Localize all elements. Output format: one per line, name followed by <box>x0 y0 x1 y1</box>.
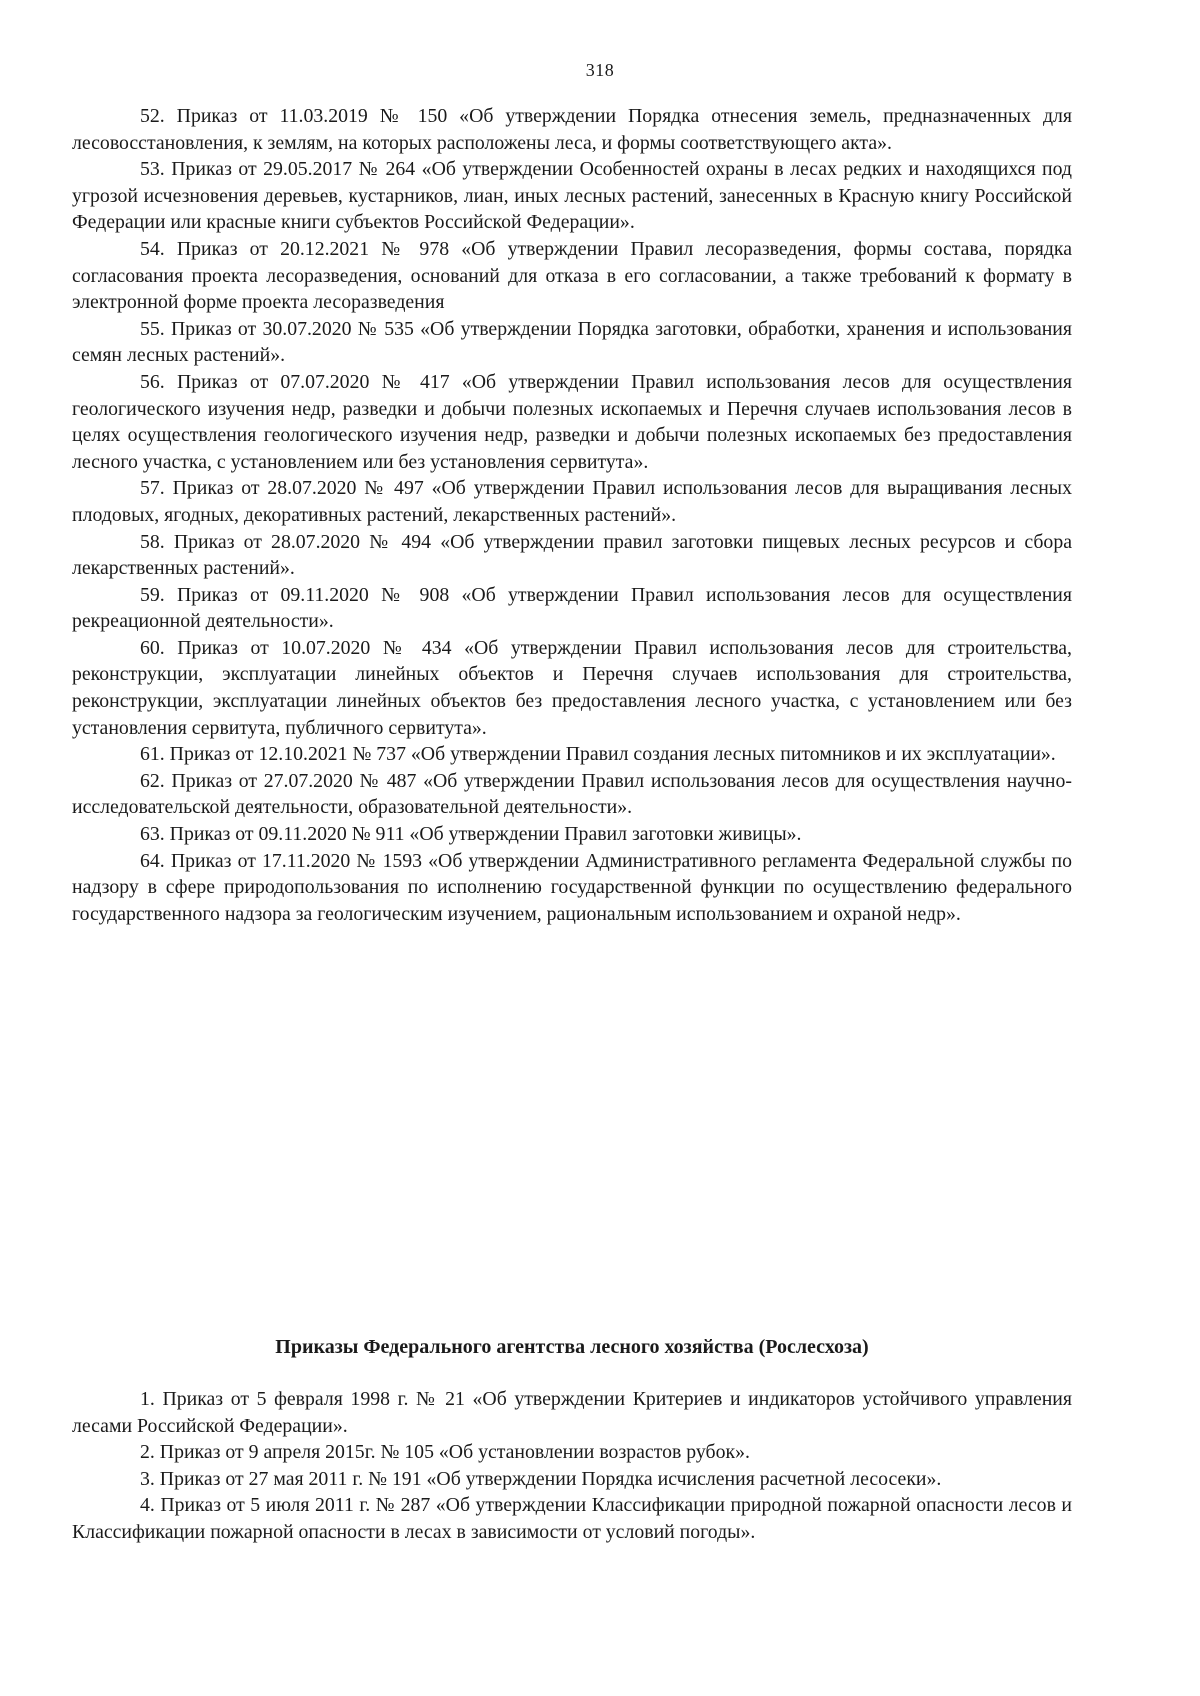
list-item-60: 60. Приказ от 10.07.2020 № 434 «Об утверждении Правил использования лесов для строительства, реконструкции, эксплуатации линейных объектов и Перечня случаев использования для строительства, реконструкции, эксплуатации линейных объектов без предоставления лесного участка, с установлением или без установления сервитута, публичного сервитута». <box>72 636 1072 739</box>
list-item-2: 2. Приказ от 9 апреля 2015г. № 105 «Об установлении возрастов рубок». <box>140 1441 750 1464</box>
list-item-52: 52. Приказ от 11.03.2019 № 150 «Об утверждении Порядка отнесения земель, предназначенных для лесовосстановления, к землям, на которых расположены леса, и формы соответствующего акта». <box>72 105 1072 154</box>
list-item-53: 53. Приказ от 29.05.2017 № 264 «Об утверждении Особенностей охраны в лесах редких и находящихся под угрозой исчезновения деревьев, кустарников, лиан, иных лесных растений, занесенных в Красную книгу Российской Федерации или красные книги субъектов Российской Федерации». <box>72 158 1072 234</box>
list-item-57: 57. Приказ от 28.07.2020 № 497 «Об утверждении Правил использования лесов для выращивания лесных плодовых, ягодных, декоративных растений, лекарственных растений». <box>72 477 1072 526</box>
list-item-54: 54. Приказ от 20.12.2021 № 978 «Об утверждении Правил лесоразведения, формы состава, порядка согласования проекта лесоразведения, оснований для отказа в его согласовании, а также требований к формату в электронной форме проекта лесоразведения <box>72 237 1072 314</box>
list-item-1: 1. Приказ от 5 февраля 1998 г. № 21 «Об утверждении Критериев и индикаторов устойчивого управления лесами Российской Федерации». <box>72 1388 1072 1437</box>
page-number: 318 <box>585 60 615 80</box>
list-item-63: 63. Приказ от 09.11.2020 № 911 «Об утверждении Правил заготовки живицы». <box>140 823 802 846</box>
section-heading-rosleskhoz: Приказы Федерального агентства лесного хозяйства (Рослесхоза) <box>275 1336 869 1358</box>
list-item-62: 62. Приказ от 27.07.2020 № 487 «Об утверждении Правил использования лесов для осуществления научно-исследовательской деятельности, образовательной деятельности». <box>72 769 1072 819</box>
orders-list-ministry <box>72 103 1072 927</box>
list-item-55: 55. Приказ от 30.07.2020 № 535 «Об утверждении Порядка заготовки, обработки, хранения и использования семян лесных растений». <box>72 317 1072 367</box>
orders-list-rosleskhoz <box>72 1386 1072 1546</box>
list-item-59: 59. Приказ от 09.11.2020 № 908 «Об утверждении Правил использования лесов для осуществления рекреационной деятельности». <box>72 583 1072 633</box>
list-item-4: 4. Приказ от 5 июля 2011 г. № 287 «Об утверждении Классификации природной пожарной опасности лесов и Классификации пожарной опасности в лесах в зависимости от условий погоды». <box>72 1494 1072 1543</box>
list-item-3: 3. Приказ от 27 мая 2011 г. № 191 «Об утверждении Порядка исчисления расчетной лесосеки». <box>140 1467 942 1490</box>
list-item-61: 61. Приказ от 12.10.2021 № 737 «Об утверждении Правил создания лесных питомников и их эксплуатации». <box>140 743 1056 766</box>
list-item-58: 58. Приказ от 28.07.2020 № 494 «Об утверждении правил заготовки пищевых лесных ресурсов и сбора лекарственных растений». <box>72 530 1072 580</box>
list-item-56: 56. Приказ от 07.07.2020 № 417 «Об утверждении Правил использования лесов для осуществления геологического изучения недр, разведки и добычи полезных ископаемых и Перечня случаев использования лесов в целях осуществления геологического изучения недр, разведки и добычи полезных ископаемых без предоставления лесного участка, с установлением или без установления сервитута». <box>72 370 1072 473</box>
list-item-64: 64. Приказ от 17.11.2020 № 1593 «Об утверждении Административного регламента Федеральной службы по надзору в сфере природопользования по исполнению государственной функции по осуществлению федерального государственного надзора за геологическим изучением, рациональным использованием и охраной недр». <box>72 849 1072 925</box>
